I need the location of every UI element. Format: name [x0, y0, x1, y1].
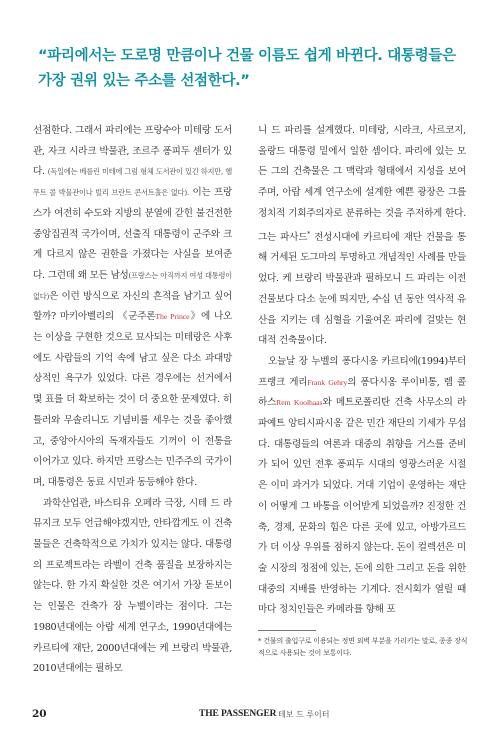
body-text: 오늘날 장 누벨의 퐁다시옹 카르티에(1994)부터 프랭크 게리 [258, 355, 466, 388]
right-paragraph-1 [258, 121, 466, 352]
footnote-divider [258, 630, 316, 631]
parenthetical-note: (독일에는 베를린 미테에 그럼 형체 도서관이 있긴 하지만, 헬무트 콜 박물관이나 빌리 브란트 콘서트홀은 없다). [33, 167, 232, 198]
footnote: * 건물의 출입구로 이용되는 정면 외벽 부분을 가리키는 말로, 종종 장식적으로 사용되는 것이 보통이다. [258, 637, 468, 657]
left-paragraph-2: 과학산업관, 바스티유 오페라 극장, 시테 드 라 뮤지크 모두 언급해야겠지만, 안타깝게도 이 건축물들은 건축학적으로 가치가 있지는 않다. 대통령의 프로젝트라는 라벨이 건축 품질을 보장하지는 않는다. 한 가지 확실한 것은 여기서 가장 돋보이는 인물은 건축가 장 누벨이라는 점이다. 그는 1980년대에는 아랍 세계 연구소, 1990년대에는 카르티에 재단, 2000년대에는 케 브랑리 박물관, 2010년대에는 필하모 [33, 497, 232, 675]
running-section: 테보 드 루이터 [278, 710, 330, 719]
body-text: 의 퐁다시옹 루이비통, 렘 콜하스 [258, 376, 466, 409]
body-text: 》에 나오는 이상을 구현한 것으로 묘사되는 미테랑은 사후에도 사람들의 기억 속에 남고 싶은 다소 과대망상적인 욕구가 있었다. 다른 경우에는 선거에서 몇 표를 더 확보하는 것이 더 중요한 문제였다. 히틀러와 무솔리니도 기념비를 세우는 것을 좋아했고, 중앙아시아의 독재자들도 기꺼이 이 전통을 이어가고 있다. 하지만 프랑스는 민주주의 국가이며, 대통령은 동료 시민과 동등해야 한다. [33, 311, 232, 488]
right-column [258, 121, 466, 621]
publication-title: THE PASSENGER [199, 709, 277, 719]
latin-term: Rem Koolhaas [276, 398, 323, 408]
latin-term: Frank Gehry [307, 377, 348, 387]
body-text: 전성시대에 카르티에 재단 건물을 통해 거세된 도그마의 투명하고 개념적인 사례를 만들었다. 케 브랑리 박물관과 필하모니 드 파리는 이전 건물보다 다소 눈에 띄지만, 수십 년 동안 역사적 유산을 지키는 데 심혈을 기울여온 파리에 걸맞는 현대적 건축물이다. [258, 231, 467, 347]
page-number: 20 [32, 708, 47, 720]
left-paragraph-1 [33, 121, 232, 494]
body-text: 와 메트로폴리탄 건축 사무소의 라파예트 앙티시파시옹 같은 민간 재단의 기세가 무섭다. 대통령들의 여론과 대중의 취향을 거스를 준비가 되어 있던 전후 퐁피두 시대의 영광스러운 시절은 이미 과거가 되었다. 거대 기업이 운영하는 재단이 어떻게 그 바통을 이어받게 되었을까? 진정한 건축, 경제, 문화의 힘은 다른 곳에 있고, 아방가르드가 더 이상 우위를 점하지 않는다. 돈이 컬렉션은 미술 시장의 정점에 있는, 돈에 의한 그리고 돈을 위한 대중의 지배를 반영하는 기계다. 전시회가 열릴 때마다 정치인들은 카메라를 향해 포 [258, 397, 466, 616]
pull-quote: “파리에서는 도로명 만큼이나 건물 이름도 쉽게 바뀐다. 대통령들은 가장 권위 있는 주소를 선점한다.” [38, 48, 456, 89]
body-text: 이는 프랑스가 여전히 수도와 지방의 분열에 갇힌 불건전한 중앙집권적 국가이며, 선출직 대통령이 군주와 크게 다르지 않은 권한을 가졌다는 사실을 보여준다. 그런데 왜 모든 남성 [33, 187, 233, 281]
left-column [33, 121, 232, 680]
footnote-marker: * [307, 230, 310, 238]
body-text: 니 드 파리를 설계했다. 미테랑, 시라크, 사르코지, 올랑드 대통령 밑에서 일한 셈이다. 파리에 있는 모든 그의 건축물은 그 맥락과 형태에서 지성을 보여주며, 아랍 세계 연구소에 설계한 예쁜 광장은 그를 정치적 기회주의자로 분류하는 것을 주저하게 한다. 그는 파사드 [258, 125, 466, 243]
right-paragraph-2 [258, 352, 466, 621]
body-text: 선점한다. 그래서 파리에는 프랑수아 미테랑 도서관, 자크 시라크 박물관, 조르주 퐁피두 센터가 있다. [33, 125, 232, 178]
latin-term: The Prince [155, 312, 190, 322]
parenthetical-note: (프랑스는 아직까지 여성 대통령이 없다) [33, 270, 233, 301]
body-text: 은 이런 방식으로 자신의 흔적을 남기고 싶어 할까? 마키아벨리의 《군주론 [33, 290, 232, 323]
